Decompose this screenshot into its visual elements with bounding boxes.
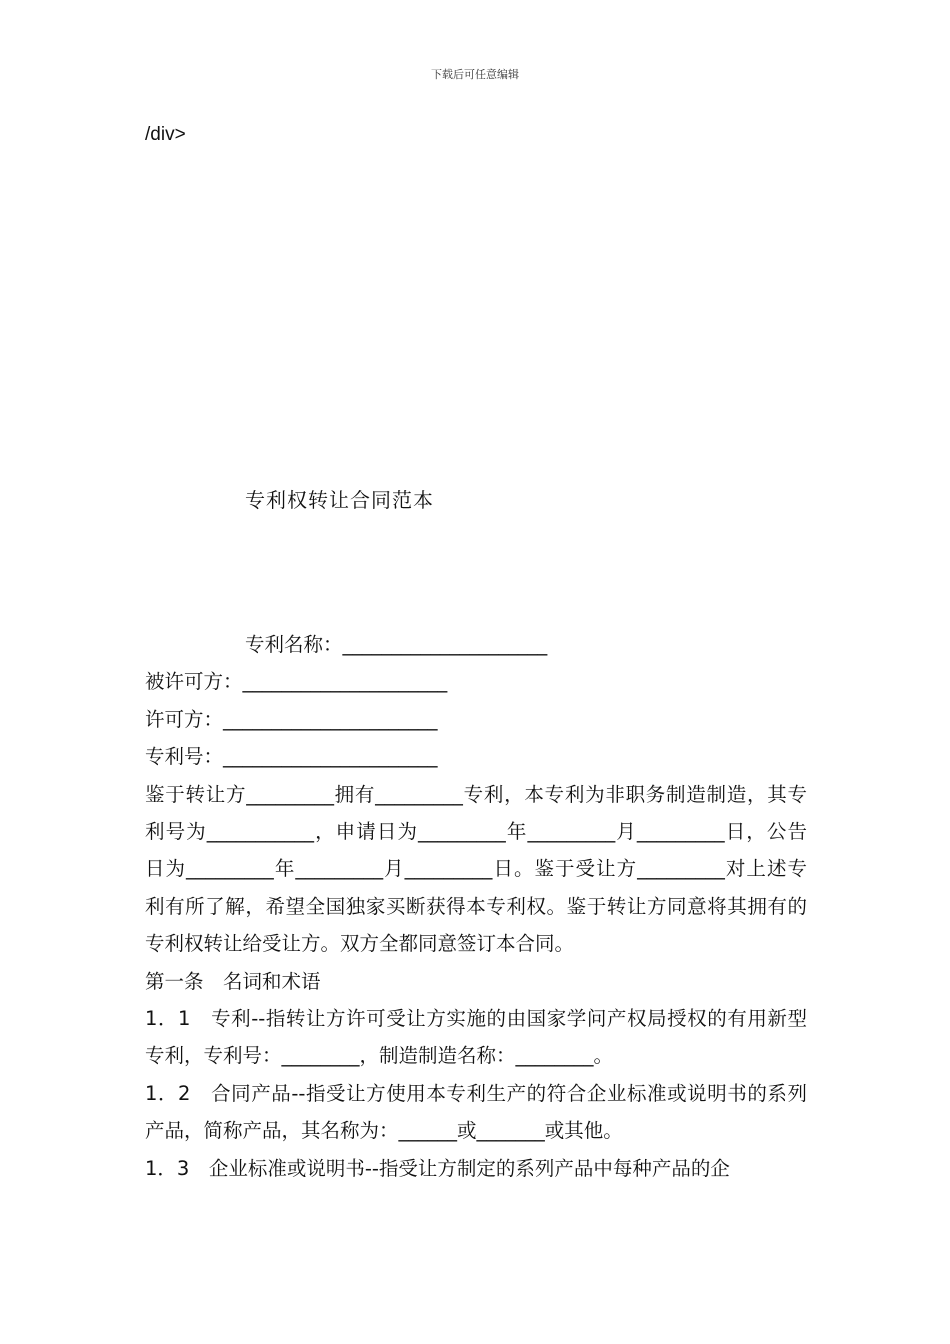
field-patent-name: 专利名称：_____________________ — [245, 633, 548, 656]
field-patent-no: 专利号：______________________ — [145, 745, 438, 769]
document-body — [145, 626, 807, 1187]
stray-markup-text: /div> — [145, 124, 186, 145]
header-note: 下载后可任意编辑 — [431, 68, 519, 81]
document-title: 专利权转让合同范本 — [245, 488, 434, 512]
clause-1-2: 1．2 合同产品--指受让方使用本专利生产的符合企业标准或说明书的系列产品，简称产品，其名称为：______或_______或其他。 — [145, 1081, 807, 1143]
preamble-paragraph: 鉴于转让方_________拥有_________专利，本专利为非职务制造制造，其专利号为___________，申请日为_________年_________月_________日，公告日为_________年_________月_________日。鉴于受让方_________对上述专利有所了解，希望全国独家买断获得本专利权。鉴于转让方同意将其拥有的专利权转让给受让方。双方全都同意签订本合同。 — [145, 782, 807, 956]
clause-1-3: 1．3 企业标准或说明书--指受让方制定的系列产品中每种产品的企 — [145, 1156, 730, 1180]
field-licensor: 许可方：______________________ — [145, 707, 438, 731]
field-licensee: 被许可方：_____________________ — [145, 670, 448, 694]
article-1-heading: 第一条 名词和术语 — [145, 969, 321, 993]
clause-1-1: 1．1 专利--指转让方许可受让方实施的由国家学问产权局授权的有用新型专利，专利号：________，制造制造名称：________。 — [145, 1006, 807, 1068]
